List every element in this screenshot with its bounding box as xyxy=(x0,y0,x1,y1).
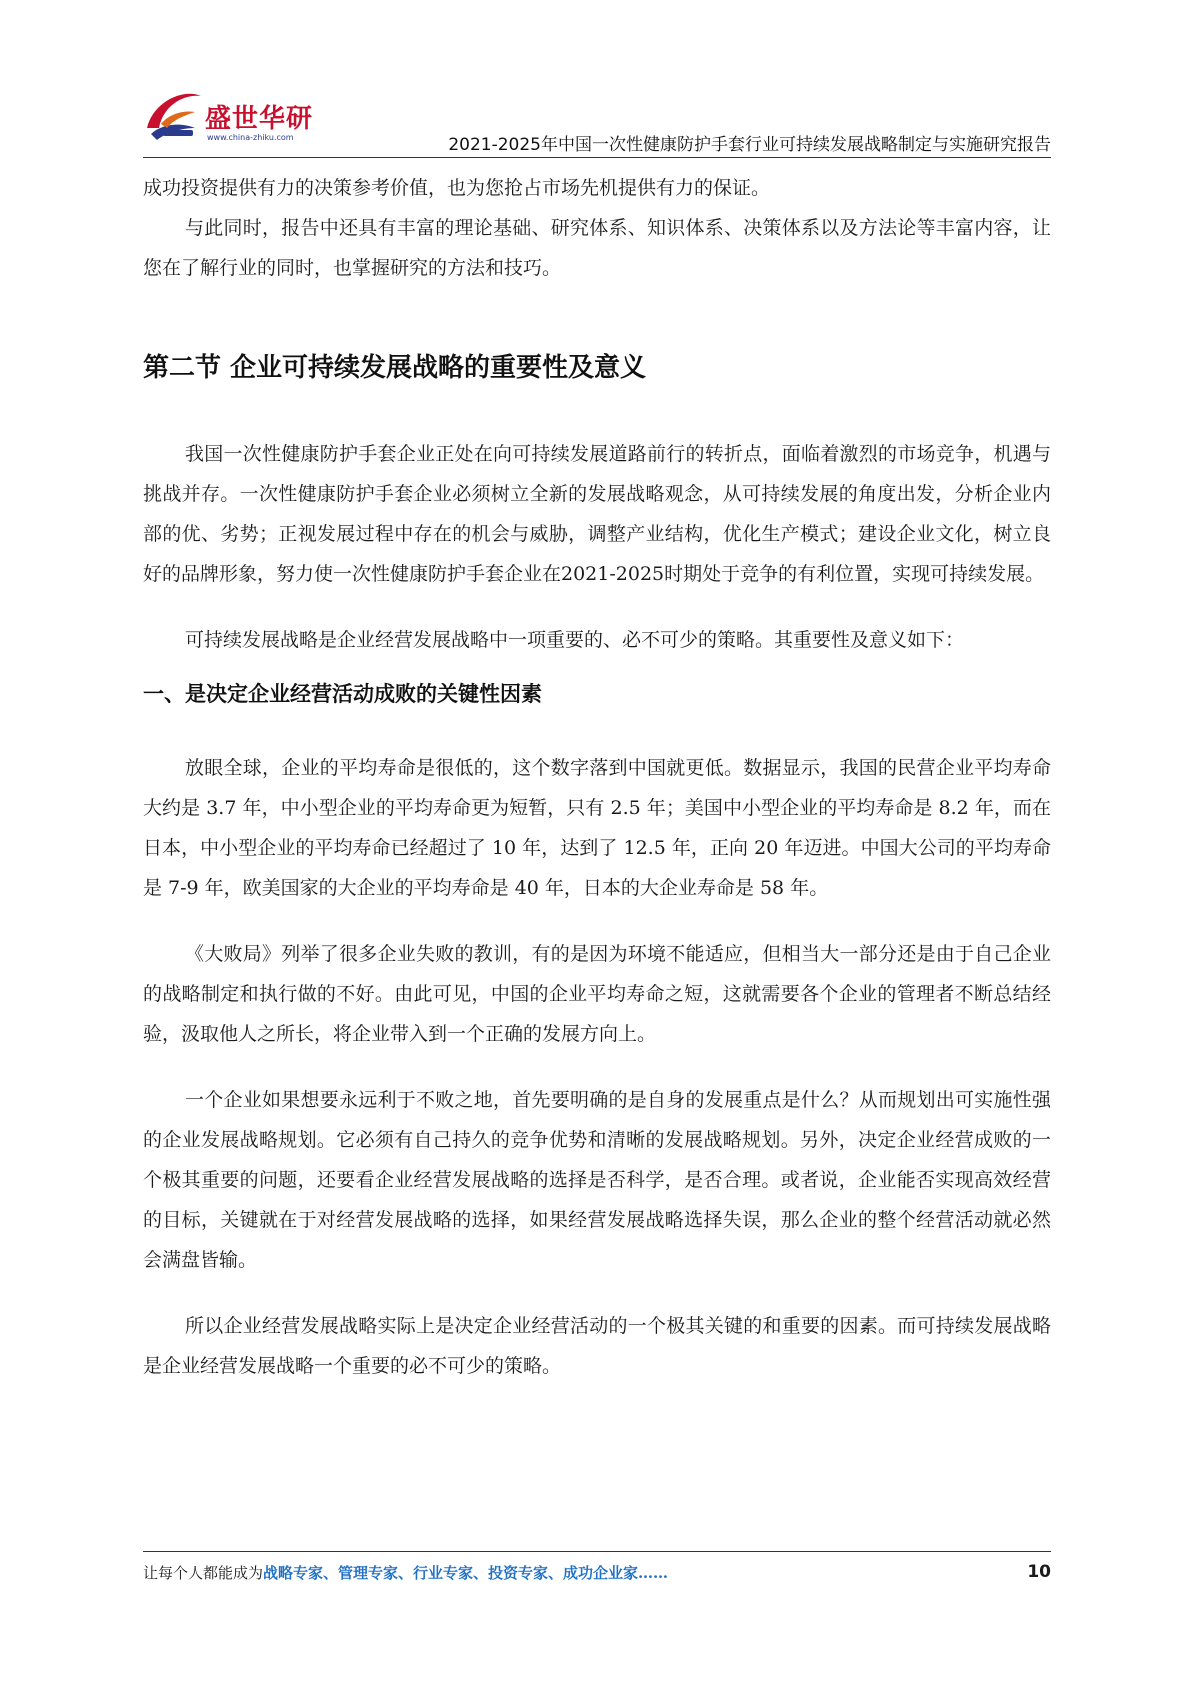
subsection-heading: 一、是决定企业经营活动成败的关键性因素 xyxy=(143,682,542,706)
logo-url: www.china-zhiku.com xyxy=(207,133,294,142)
section-heading: 第二节 企业可持续发展战略的重要性及意义 xyxy=(143,353,647,383)
spacer xyxy=(143,288,1051,348)
footer-slogan-highlight: 战略专家、管理专家、行业专家、投资专家、成功企业家…… xyxy=(263,1564,669,1582)
page-number: 10 xyxy=(1027,1562,1051,1582)
paragraph: 可持续发展战略是企业经营发展战略中一项重要的、必不可少的策略。其重要性及意义如下： xyxy=(185,629,965,651)
paragraph: 成功投资提供有力的决策参考价值，也为您抢占市场先机提供有力的保证。 xyxy=(143,177,771,199)
page-footer xyxy=(143,1562,1051,1592)
spacer xyxy=(143,908,1051,934)
spacer xyxy=(143,388,1051,434)
spacer xyxy=(143,714,1051,748)
paragraph: 放眼全球，企业的平均寿命是很低的，这个数字落到中国就更低。数据显示，我国的民营企业平均寿命大约是 3.7 年，中小型企业的平均寿命更为短暂，只有 2.5 年；美国中小型企业的平均寿命是 8.2 年，而在日本，中小型企业的平均寿命已经超过了 10 年，达到了 12.5 年，正向 20 年迈进。中国大公司的平均寿命是 7-9 年，欧美国家的大企业的平均寿命是 40 年，日本的大企业寿命是 58 年。 xyxy=(143,757,1051,899)
paragraph: 一个企业如果想要永远利于不败之地，首先要明确的是自身的发展重点是什么？从而规划出可实施性强的企业发展战略规划。它必须有自己持久的竞争优势和清晰的发展战略规划。另外，决定企业经营成败的一个极其重要的问题，还要看企业经营发展战略的选择是否科学，是否合理。或者说，企业能否实现高效经营的目标，关键就在于对经营发展战略的选择，如果经营发展战略选择失误，那么企业的整个经营活动就必然会满盘皆输。 xyxy=(143,1089,1051,1271)
logo-name: 盛世华研 xyxy=(205,104,314,134)
spacer xyxy=(143,1280,1051,1306)
paragraph: 我国一次性健康防护手套企业正处在向可持续发展道路前行的转折点，面临着激烈的市场竞争，机遇与挑战并存。一次性健康防护手套企业必须树立全新的发展战略观念，从可持续发展的角度出发，分析企业内部的优、劣势；正视发展过程中存在的机会与威胁，调整产业结构，优化生产模式；建设企业文化，树立良好的品牌形象，努力使一次性健康防护手套企业在2021-2025时期处于竞争的有利位置，实现可持续发展。 xyxy=(143,443,1051,585)
page-header xyxy=(143,78,1051,158)
company-logo xyxy=(143,78,343,150)
spacer xyxy=(143,1054,1051,1080)
report-title: 2021-2025年中国一次性健康防护手套行业可持续发展战略制定与实施研究报告 xyxy=(448,135,1051,155)
footer-divider xyxy=(143,1551,1051,1552)
spacer xyxy=(143,660,1051,674)
paragraph: 所以企业经营发展战略实际上是决定企业经营活动的一个极其关键的和重要的因素。而可持续发展战略是企业经营发展战略一个重要的必不可少的策略。 xyxy=(143,1315,1051,1377)
spacer xyxy=(143,594,1051,620)
footer-slogan: 让每个人都能成为 xyxy=(143,1564,264,1582)
header-divider xyxy=(143,157,1051,158)
logo-swoosh-icon xyxy=(143,84,205,146)
paragraph: 与此同时，报告中还具有丰富的理论基础、研究体系、知识体系、决策体系以及方法论等丰富内容，让您在了解行业的同时，也掌握研究的方法和技巧。 xyxy=(143,217,1051,279)
page-content xyxy=(143,168,1051,1386)
paragraph: 《大败局》列举了很多企业失败的教训，有的是因为环境不能适应，但相当大一部分还是由于自己企业的战略制定和执行做的不好。由此可见，中国的企业平均寿命之短，这就需要各个企业的管理者不断总结经验，汲取他人之所长，将企业带入到一个正确的发展方向上。 xyxy=(143,943,1051,1045)
